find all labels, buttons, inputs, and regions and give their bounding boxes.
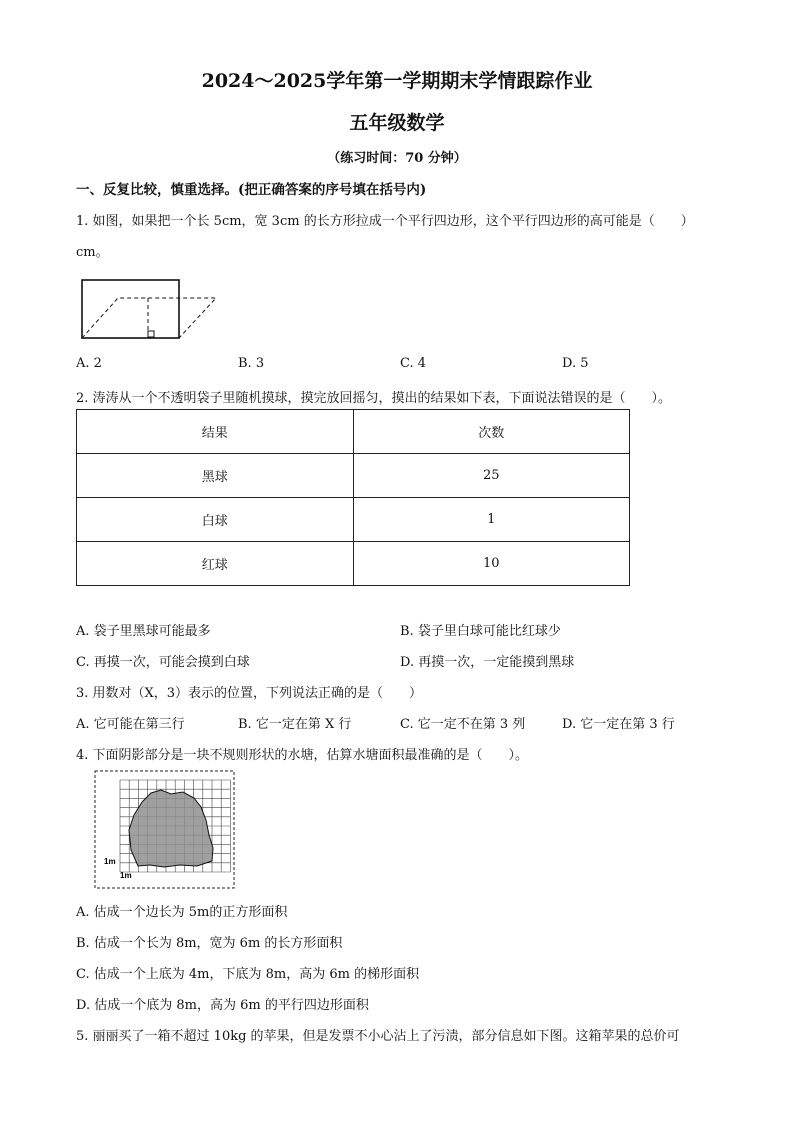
table-cell: 黑球 bbox=[77, 454, 354, 498]
time-note: （练习时间：70 分钟） bbox=[327, 151, 467, 166]
q3-option-a: A. 它可能在第三行 bbox=[76, 717, 185, 732]
table-row bbox=[77, 542, 630, 586]
table-row bbox=[77, 454, 630, 498]
q1-option-b: B. 3 bbox=[238, 356, 265, 371]
page-title: 2024～2025学年第一学期期末学情跟踪作业 bbox=[201, 70, 593, 92]
table-cell: 1 bbox=[353, 498, 630, 542]
table-cell: 10 bbox=[353, 542, 630, 586]
question-1-text-cont: cm。 bbox=[76, 245, 109, 260]
grade-subject-title: 五年级数学 bbox=[349, 112, 445, 134]
q2-option-c: C. 再摸一次，可能会摸到白球 bbox=[76, 655, 250, 670]
question-5-text: 5. 丽丽买了一箱不超过 10kg 的苹果，但是发票不小心沾上了污渍，部分信息如下图。这箱苹果的总价可 bbox=[76, 1029, 680, 1044]
question-3-text: 3. 用数对（X，3）表示的位置，下列说法正确的是（ ） bbox=[76, 686, 423, 701]
result-table bbox=[76, 409, 630, 586]
table-row bbox=[77, 498, 630, 542]
q2-option-b: B. 袋子里白球可能比红球少 bbox=[400, 624, 561, 639]
horizontal-unit-label: 1m bbox=[120, 871, 132, 880]
table-cell: 25 bbox=[353, 454, 630, 498]
q3-option-b: B. 它一定在第 X 行 bbox=[238, 717, 352, 732]
q4-option-d: D. 估成一个底为 8m，高为 6m 的平行四边形面积 bbox=[76, 998, 369, 1013]
q4-option-c: C. 估成一个上底为 4m，下底为 8m，高为 6m 的梯形面积 bbox=[76, 967, 420, 982]
q1-option-c: C. 4 bbox=[400, 356, 427, 371]
table-cell: 白球 bbox=[77, 498, 354, 542]
q2-option-d: D. 再摸一次，一定能摸到黑球 bbox=[400, 655, 575, 670]
rectangle-parallelogram-figure bbox=[80, 278, 220, 342]
q3-option-c: C. 它一定不在第 3 列 bbox=[400, 717, 526, 732]
q1-option-a: A. 2 bbox=[76, 356, 102, 371]
table-header-row bbox=[77, 410, 630, 454]
q1-option-d: D. 5 bbox=[562, 356, 589, 371]
q3-option-d: D. 它一定在第 3 行 bbox=[562, 717, 675, 732]
table-header-cell: 次数 bbox=[353, 410, 630, 454]
parallelogram-shape bbox=[82, 298, 216, 338]
right-angle-mark bbox=[148, 331, 154, 337]
pond-grid-figure bbox=[94, 770, 236, 890]
question-2-text: 2. 涛涛从一个不透明袋子里随机摸球，摸完放回摇匀，摸出的结果如下表，下面说法错误的是（ ）。 bbox=[76, 391, 672, 406]
rectangle-shape bbox=[82, 280, 179, 338]
question-1-text: 1. 如图，如果把一个长 5cm，宽 3cm 的长方形拉成一个平行四边形，这个平行四边形的高可能是（ ） bbox=[76, 214, 694, 229]
q4-option-b: B. 估成一个长为 8m，宽为 6m 的长方形面积 bbox=[76, 936, 343, 951]
question-4-text: 4. 下面阴影部分是一块不规则形状的水塘，估算水塘面积最准确的是（ ）。 bbox=[76, 748, 529, 763]
pond-shape bbox=[129, 790, 213, 867]
table-header-cell: 结果 bbox=[77, 410, 354, 454]
section-heading: 一、反复比较，慎重选择。(把正确答案的序号填在括号内) bbox=[76, 182, 427, 198]
vertical-unit-label: 1m bbox=[104, 857, 116, 866]
table-cell: 红球 bbox=[77, 542, 354, 586]
q4-option-a: A. 估成一个边长为 5m的正方形面积 bbox=[76, 905, 288, 920]
q2-option-a: A. 袋子里黑球可能最多 bbox=[76, 624, 211, 639]
